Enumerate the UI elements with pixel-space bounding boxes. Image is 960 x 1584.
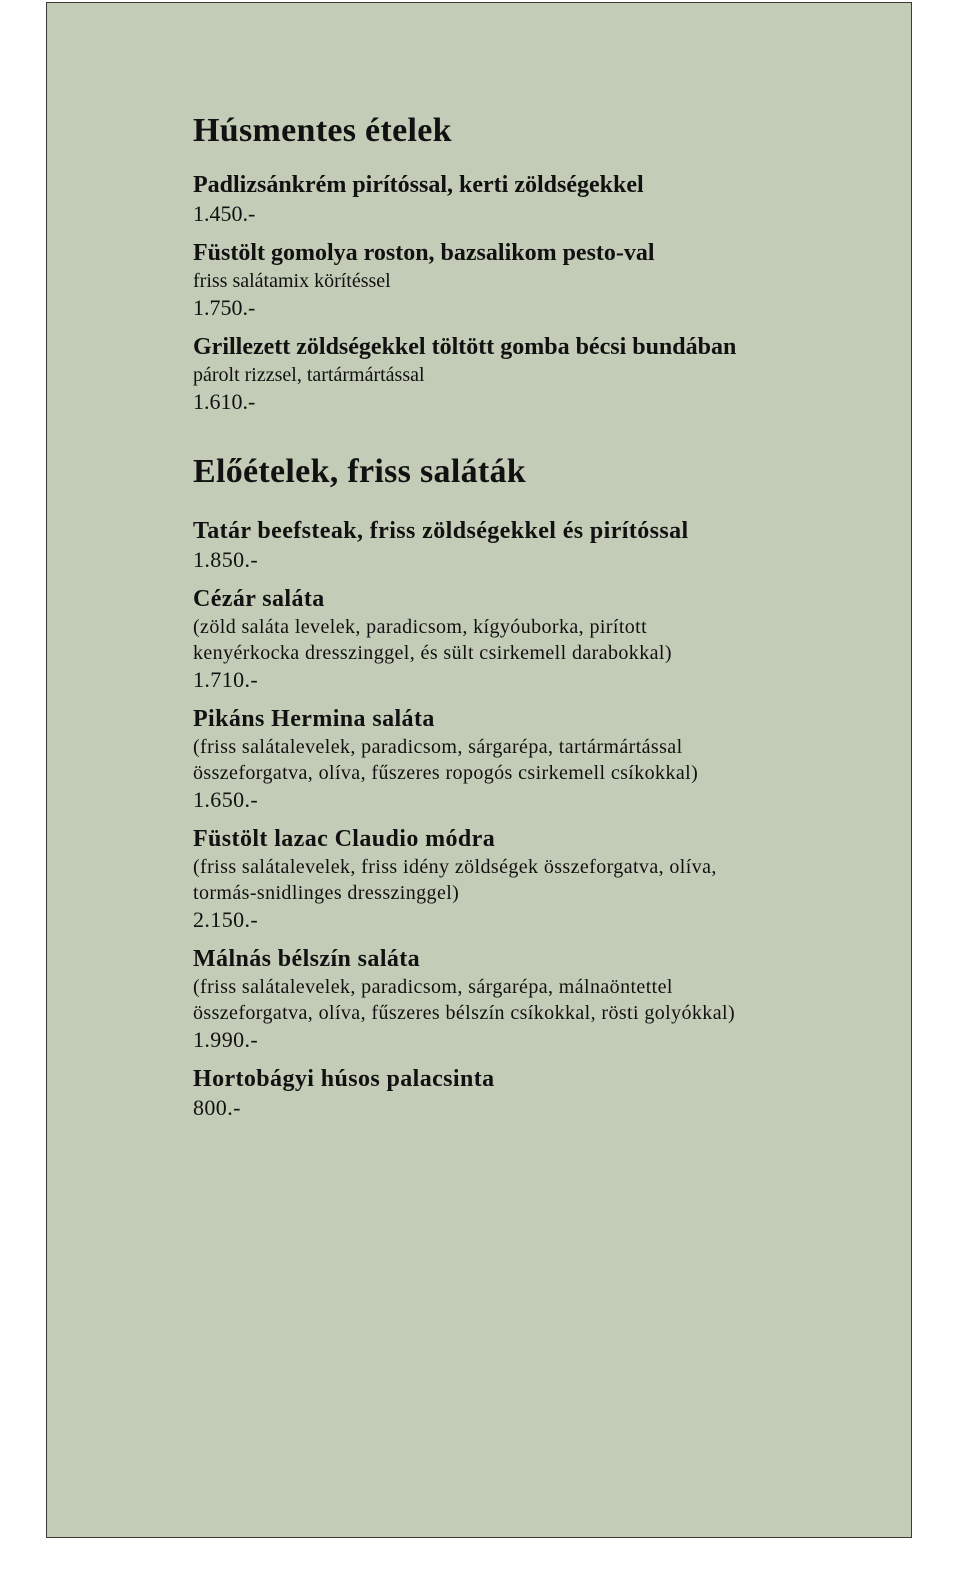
item-price: 2.150.- <box>193 907 259 932</box>
menu-item <box>193 704 893 814</box>
item-description: friss salátamix körítéssel <box>193 270 391 292</box>
section-title-starters: Előételek, friss saláták <box>193 453 527 490</box>
menu-item <box>193 824 893 934</box>
item-price: 1.710.- <box>193 667 259 692</box>
menu-item <box>193 944 893 1054</box>
item-name: Padlizsánkrém pirítóssal, kerti zöldségekkel <box>193 172 644 198</box>
item-price: 1.990.- <box>193 1027 259 1052</box>
item-price: 1.750.- <box>193 295 256 320</box>
item-name: Füstölt gomolya roston, bazsalikom pesto-val <box>193 240 655 266</box>
item-description: összeforgatva, olíva, fűszeres bélszín csíkokkal, rösti golyókkal) <box>193 1002 736 1024</box>
menu-item <box>193 170 893 228</box>
item-price: 800.- <box>193 1095 241 1120</box>
item-description: tormás-snidlinges dresszinggel) <box>193 882 460 904</box>
menu-item <box>193 238 893 322</box>
menu-item <box>193 332 893 416</box>
item-name: Cézár saláta <box>193 586 325 612</box>
section-title-meatless: Húsmentes ételek <box>193 112 452 149</box>
menu-item <box>193 584 893 694</box>
item-description: (friss salátalevelek, friss idény zöldségek összeforgatva, olíva, <box>193 856 717 878</box>
item-description: kenyérkocka dresszinggel, és sült csirkemell darabokkal) <box>193 642 672 664</box>
item-description: (friss salátalevelek, paradicsom, sárgarépa, tartármártással <box>193 736 683 758</box>
menu-item <box>193 516 893 574</box>
item-name: Pikáns Hermina saláta <box>193 706 435 732</box>
item-name: Füstölt lazac Claudio módra <box>193 826 496 852</box>
item-description: (friss salátalevelek, paradicsom, sárgarépa, málnaöntettel <box>193 976 673 998</box>
item-price: 1.450.- <box>193 201 256 226</box>
item-price: 1.850.- <box>193 547 259 572</box>
item-price: 1.650.- <box>193 787 259 812</box>
item-name: Tatár beefsteak, friss zöldségekkel és pirítóssal <box>193 518 689 544</box>
starters-list <box>193 516 893 1122</box>
menu-item <box>193 1064 893 1122</box>
item-price: 1.610.- <box>193 389 256 414</box>
item-description: párolt rizzsel, tartármártással <box>193 364 425 386</box>
menu-page <box>46 2 912 1538</box>
item-description: (zöld saláta levelek, paradicsom, kígyóuborka, pirított <box>193 616 648 638</box>
item-name: Grillezett zöldségekkel töltött gomba bécsi bundában <box>193 334 737 360</box>
item-description: összeforgatva, olíva, fűszeres ropogós csirkemell csíkokkal) <box>193 762 699 784</box>
item-name: Hortobágyi húsos palacsinta <box>193 1066 495 1092</box>
menu-content <box>193 107 893 1132</box>
item-name: Málnás bélszín saláta <box>193 946 421 972</box>
